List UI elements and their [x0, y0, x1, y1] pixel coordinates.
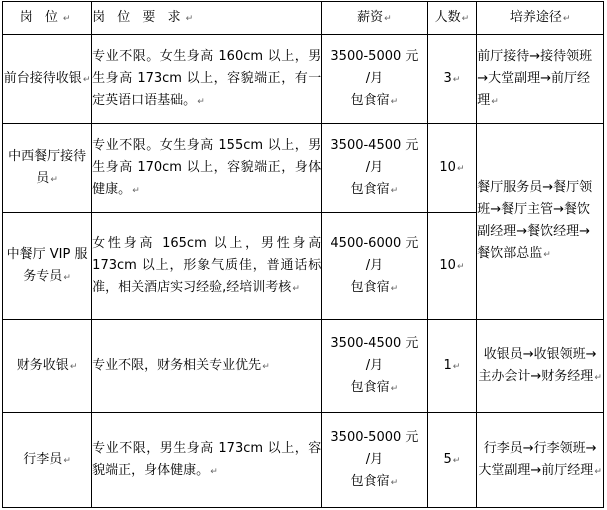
paragraph-mark-icon: ↵ [456, 163, 465, 174]
paragraph-mark-icon: ↵ [491, 96, 499, 107]
paragraph-mark-icon: ↵ [456, 261, 465, 272]
salary-cell: 4500-6000 元 /月 包食宿↵ [322, 213, 427, 320]
count-cell: 10↵ [427, 213, 477, 320]
paragraph-mark-icon: ↵ [62, 13, 75, 24]
path-cell: 前厅接待→接待领班→大堂副理→前厅经理↵ [477, 35, 604, 124]
paragraph-mark-icon: ↵ [543, 250, 551, 260]
paragraph-mark-icon: ↵ [63, 272, 71, 283]
table-row [3, 320, 604, 413]
header-count: 人数↵ [427, 2, 477, 35]
header-requirements: 岗 位 要 求↵ [92, 2, 322, 35]
paragraph-mark-icon: ↵ [390, 185, 399, 196]
paragraph-mark-icon: ↵ [461, 13, 470, 24]
paragraph-mark-icon: ↵ [82, 74, 91, 85]
paragraph-mark-icon: ↵ [594, 372, 602, 383]
paragraph-mark-icon: ↵ [50, 174, 58, 185]
count-cell: 1↵ [427, 320, 477, 413]
requirements-cell: 专业不限。女生身高 155cm 以上，男生身高 170cm 以上，容貌端正，身体健康。↵ [92, 124, 322, 213]
count-cell: 5↵ [427, 413, 477, 508]
paragraph-mark-icon: ↵ [390, 383, 399, 394]
paragraph-mark-icon: ↵ [262, 361, 270, 372]
salary-cell: 3500-4500 元 /月 包食宿↵ [322, 320, 427, 413]
header-salary: 薪资↵ [322, 2, 427, 35]
position-cell: 前台接待收银↵ [3, 35, 92, 124]
salary-cell: 3500-4500 元 /月 包食宿↵ [322, 124, 427, 213]
paragraph-mark-icon: ↵ [210, 466, 218, 477]
position-cell: 中餐厅 VIP 服务专员↵ [3, 213, 92, 320]
salary-cell: 3500-5000 元 /月 包食宿↵ [322, 413, 427, 508]
position-cell: 中西餐厅接待员↵ [3, 124, 92, 213]
header-row [3, 2, 604, 35]
path-cell: 行李员→行李领班→大堂副理→前厅经理↵ [477, 413, 604, 508]
paragraph-mark-icon: ↵ [292, 283, 300, 294]
paragraph-mark-icon: ↵ [185, 13, 198, 24]
requirements-cell: 女性身高 165cm 以上，男性身高 173cm 以上，形象气质佳，普通话标准，相关酒店实习经验,经培训考核↵ [92, 213, 322, 320]
path-cell: 餐厅服务员→餐厅领班→餐厅主管→餐饮副经理→餐饮经理→餐饮部总监↵ [477, 124, 604, 320]
paragraph-mark-icon: ↵ [452, 361, 461, 372]
paragraph-mark-icon: ↵ [384, 13, 392, 24]
position-cell: 行李员↵ [3, 413, 92, 508]
paragraph-mark-icon: ↵ [69, 361, 78, 372]
requirements-cell: 专业不限。女生身高 160cm 以上，男生身高 173cm 以上，容貌端正，有一定英语口语基础。↵ [92, 35, 322, 124]
count-cell: 3↵ [427, 35, 477, 124]
table-row [3, 35, 604, 124]
header-position: 岗 位↵ [3, 2, 92, 35]
recruitment-table [2, 1, 604, 508]
position-cell: 财务收银↵ [3, 320, 92, 413]
paragraph-mark-icon: ↵ [594, 466, 602, 477]
paragraph-mark-icon: ↵ [390, 283, 399, 294]
table-row [3, 413, 604, 508]
requirements-cell: 专业不限，男生身高 173cm 以上，容貌端正，身体健康。↵ [92, 413, 322, 508]
paragraph-mark-icon: ↵ [390, 477, 399, 488]
paragraph-mark-icon: ↵ [390, 96, 399, 107]
path-cell: 收银员→收银领班→主办会计→财务经理↵ [477, 320, 604, 413]
count-cell: 10↵ [427, 124, 477, 213]
requirements-cell: 专业不限，财务相关专业优先↵ [92, 320, 322, 413]
header-path: 培养途径↵ [477, 2, 604, 35]
paragraph-mark-icon: ↵ [452, 455, 461, 466]
paragraph-mark-icon: ↵ [562, 13, 571, 24]
paragraph-mark-icon: ↵ [63, 455, 71, 466]
paragraph-mark-icon: ↵ [132, 185, 140, 196]
table-row [3, 124, 604, 213]
paragraph-mark-icon: ↵ [452, 74, 461, 85]
paragraph-mark-icon: ↵ [197, 96, 205, 107]
salary-cell: 3500-5000 元 /月 包食宿↵ [322, 35, 427, 124]
